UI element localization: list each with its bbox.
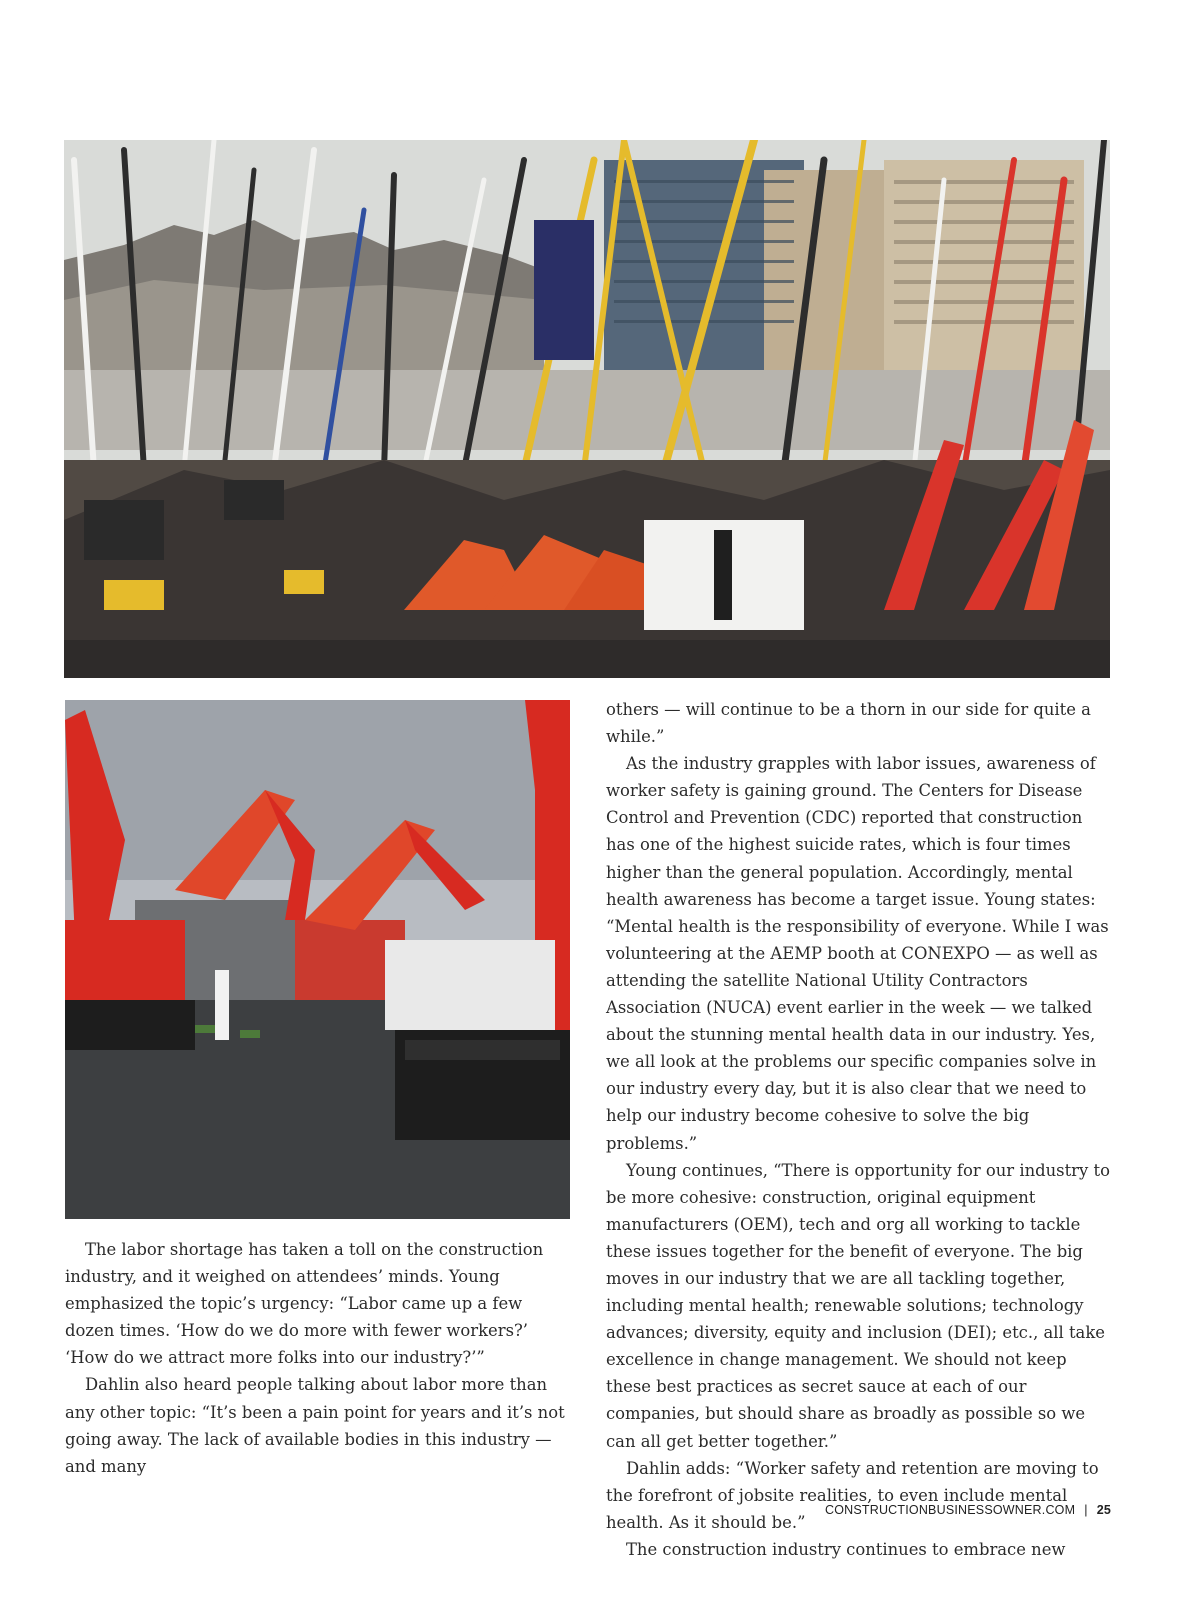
paragraph: Young continues, “There is opportunity for our industry to be more cohesive: construction, original equipment manufacturers (OEM), tech and org all working to tackle these issues together for the benefit of everyone. The big moves in our industry that we are all tackling together, including mental health; renewable solutions; technology advances; diversity, equity and inclusion (DEI); etc., all take excellence in change management. We should not keep these best practices as secret sauce at each of our companies, but should share as broadly as possible so we can all get better together.”	[606, 1160, 1110, 1451]
paragraph: Dahlin also heard people talking about labor more than any other topic: “It’s been a pain point for years and it’s not going away. The lack of available bodies in this industry — and many	[65, 1375, 565, 1476]
trade-show-crane-field-illustration	[64, 140, 1110, 678]
footer-separator: |	[1084, 1503, 1088, 1517]
red-excavators-illustration	[65, 700, 570, 1219]
paragraph: The labor shortage has taken a toll on the construction industry, and it weighed on attendees’ minds. Young emphasized the topic’s urgency: “Labor came up a few dozen times. ‘How do we do more with fewer workers?’ ‘How do we attract more folks into our industry?’”	[65, 1240, 544, 1368]
red-excavators-display-photo	[65, 700, 570, 1219]
article-body-right-column	[606, 696, 1114, 1563]
trade-show-crane-field-photo	[64, 140, 1110, 678]
article-body-left-column	[65, 1236, 570, 1480]
paragraph: others — will continue to be a thorn in our side for quite a while.”	[606, 700, 1091, 747]
paragraph: The construction industry continues to embrace new	[626, 1539, 1066, 1559]
paragraph: As the industry grapples with labor issues, awareness of worker safety is gaining ground. The Centers for Disease Control and Prevention (CDC) reported that construction has one of the highest suicide rates, which is four times higher than the general population. Accordingly, mental health awareness has become a target issue. Young states: “Mental health is the responsibility of everyone. While I was volunteering at the AEMP booth at CONEXPO — as well as attending the satellite National Utility Contractors Association (NUCA) event earlier in the week — we talked about the stunning mental health data in our industry. Yes, we all look at the problems our specific companies solve in our industry every day, but it is also clear that we need to help our industry become cohesive to solve the big problems.”	[606, 754, 1109, 1153]
footer-site-name: CONSTRUCTIONBUSINESSOWNER.COM	[824, 1503, 1076, 1517]
page-footer	[825, 1503, 1111, 1517]
page-number: 25	[1096, 1503, 1111, 1517]
paragraph: Dahlin adds: “Worker safety and retention are moving to the forefront of jobsite realities, to even include mental health. As it should be.”	[606, 1458, 1099, 1532]
